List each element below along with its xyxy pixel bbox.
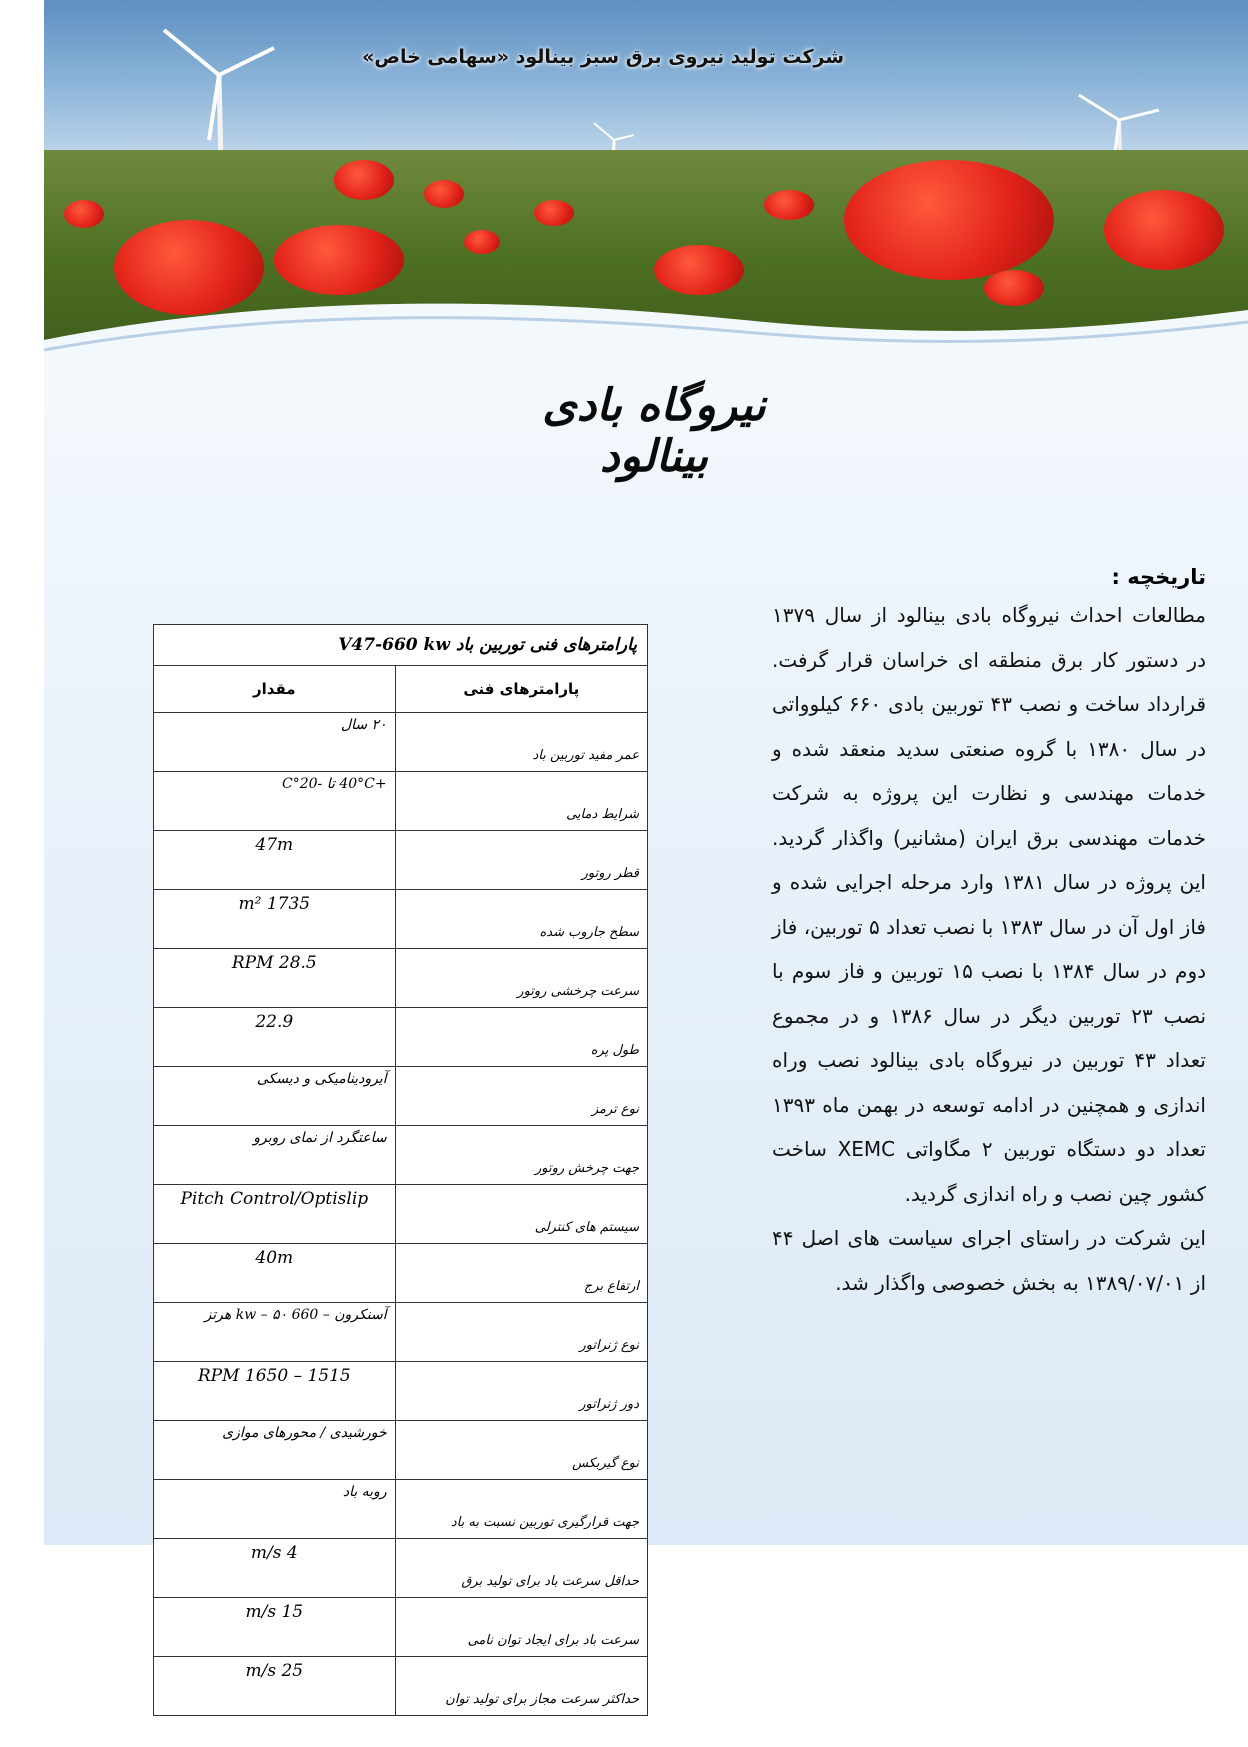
value-cell: 28.5 RPM [154, 949, 396, 1008]
param-cell: نوع گیربکس [395, 1421, 647, 1480]
param-cell: نوع ژنراتور [395, 1303, 647, 1362]
table-row [154, 772, 648, 831]
param-cell: جهت قرارگیری توربین نسبت به باد [395, 1480, 647, 1539]
value-cell: 4 m/s [154, 1539, 396, 1598]
poppy-flower [844, 160, 1054, 280]
poppy-flower [764, 190, 814, 220]
value-cell: 1515 – 1650 RPM [154, 1362, 396, 1421]
banner-wave [44, 270, 1248, 390]
table-row [154, 1185, 648, 1244]
column-header-param: پارامترهای فنی [395, 666, 647, 713]
history-heading: تاریخچه : [1111, 565, 1206, 589]
table-row [154, 890, 648, 949]
param-cell: سیستم های کنترلی [395, 1185, 647, 1244]
table-row [154, 1480, 648, 1539]
param-cell: حداقل سرعت باد برای تولید برق [395, 1539, 647, 1598]
table-row [154, 1008, 648, 1067]
value-cell: 22.9 [154, 1008, 396, 1067]
specs-table-container [153, 624, 648, 1716]
param-cell: قطر روتور [395, 831, 647, 890]
table-row [154, 1303, 648, 1362]
value-cell: 25 m/s [154, 1657, 396, 1716]
param-cell: حداکثر سرعت مجاز برای تولید توان [395, 1657, 647, 1716]
company-name: شرکت تولید نیروی برق سبز بینالود «سهامی خاص» [362, 46, 844, 68]
table-row [154, 1421, 648, 1480]
param-cell: سرعت باد برای ایجاد توان نامی [395, 1598, 647, 1657]
value-cell: 47m [154, 831, 396, 890]
poppy-flower [334, 160, 394, 200]
value-cell: روبه باد [154, 1480, 396, 1539]
value-cell: آیرودینامیکی و دیسکی [154, 1067, 396, 1126]
table-caption: پارامترهای فنی توربین باد V47-660 kw [154, 625, 648, 666]
page [44, 0, 1248, 1707]
param-cell: ارتفاع برج [395, 1244, 647, 1303]
table-row [154, 1362, 648, 1421]
param-cell: شرایط دمایی [395, 772, 647, 831]
value-cell: 1735 m² [154, 890, 396, 949]
poppy-flower [64, 200, 104, 228]
table-row [154, 949, 648, 1008]
history-paragraph: این شرکت در راستای اجرای سیاست های اصل ۴۴ از ۱۳۸۹/۰۷/۰۱ به بخش خصوصی واگذار شد. [772, 1226, 1206, 1295]
value-cell: 15 m/s [154, 1598, 396, 1657]
param-cell: دور ژنراتور [395, 1362, 647, 1421]
table-row [154, 831, 648, 890]
value-cell: آسنکرون – 660 kw – ۵۰ هرتز [154, 1303, 396, 1362]
table-row [154, 1657, 648, 1716]
value-cell: خورشیدی / محورهای موازی [154, 1421, 396, 1480]
param-cell: طول پره [395, 1008, 647, 1067]
poppy-flower [1104, 190, 1224, 270]
table-row [154, 713, 648, 772]
value-cell: +40°C تا -20°C [154, 772, 396, 831]
param-cell: سرعت چرخشی روتور [395, 949, 647, 1008]
value-cell: Pitch Control/Optislip [154, 1185, 396, 1244]
history-paragraph: مطالعات احداث نیروگاه بادی بینالود از سال ۱۳۷۹ در دستور کار برق منطقه ای خراسان قرار گرفت. قرارداد ساخت و نصب ۴۳ توربین بادی ۶۶۰ کیلوواتی در سال ۱۳۸۰ با گروه صنعتی سدید منعقد شده و خدمات مهندسی و نظارت این پروژه به شرکت خدمات مهندسی برق ایران (مشانیر) واگذار گردید. این پروژه در سال ۱۳۸۱ وارد مرحله اجرایی شده و فاز اول آن در سال ۱۳۸۳ با نصب تعداد ۵ توربین، فاز دوم در سال ۱۳۸۴ با نصب ۱۵ توربین و فاز سوم با نصب ۲۳ توربین دیگر در سال ۱۳۸۶ و در مجموع تعداد ۴۳ توربین در نیروگاه بادی بینالود نصب وراه اندازی و همچنین در ادامه توسعه در بهمن ماه ۱۳۹۳ تعداد دو دستگاه توربین ۲ مگاواتی XEMC ساخت کشور چین نصب و راه اندازی گردید. [772, 603, 1207, 1206]
table-row [154, 1598, 648, 1657]
poppy-flower [534, 200, 574, 226]
table-row [154, 1067, 648, 1126]
value-cell: ساعتگرد از نمای روبرو [154, 1126, 396, 1185]
param-cell: عمر مفید توربین باد [395, 713, 647, 772]
param-cell: نوع ترمز [395, 1067, 647, 1126]
history-section [772, 565, 1206, 1305]
table-row [154, 1126, 648, 1185]
column-header-value: مقدار [154, 666, 396, 713]
table-row [154, 1244, 648, 1303]
header-banner-image [44, 0, 1248, 330]
poppy-flower [424, 180, 464, 208]
poppy-flower [464, 230, 500, 254]
specs-table [153, 624, 648, 1716]
value-cell: ۲۰ سال [154, 713, 396, 772]
page-title: نیروگاه بادی بینالود [542, 380, 766, 482]
param-cell: جهت چرخش روتور [395, 1126, 647, 1185]
param-cell: سطح جاروب شده [395, 890, 647, 949]
value-cell: 40m [154, 1244, 396, 1303]
table-row [154, 1539, 648, 1598]
